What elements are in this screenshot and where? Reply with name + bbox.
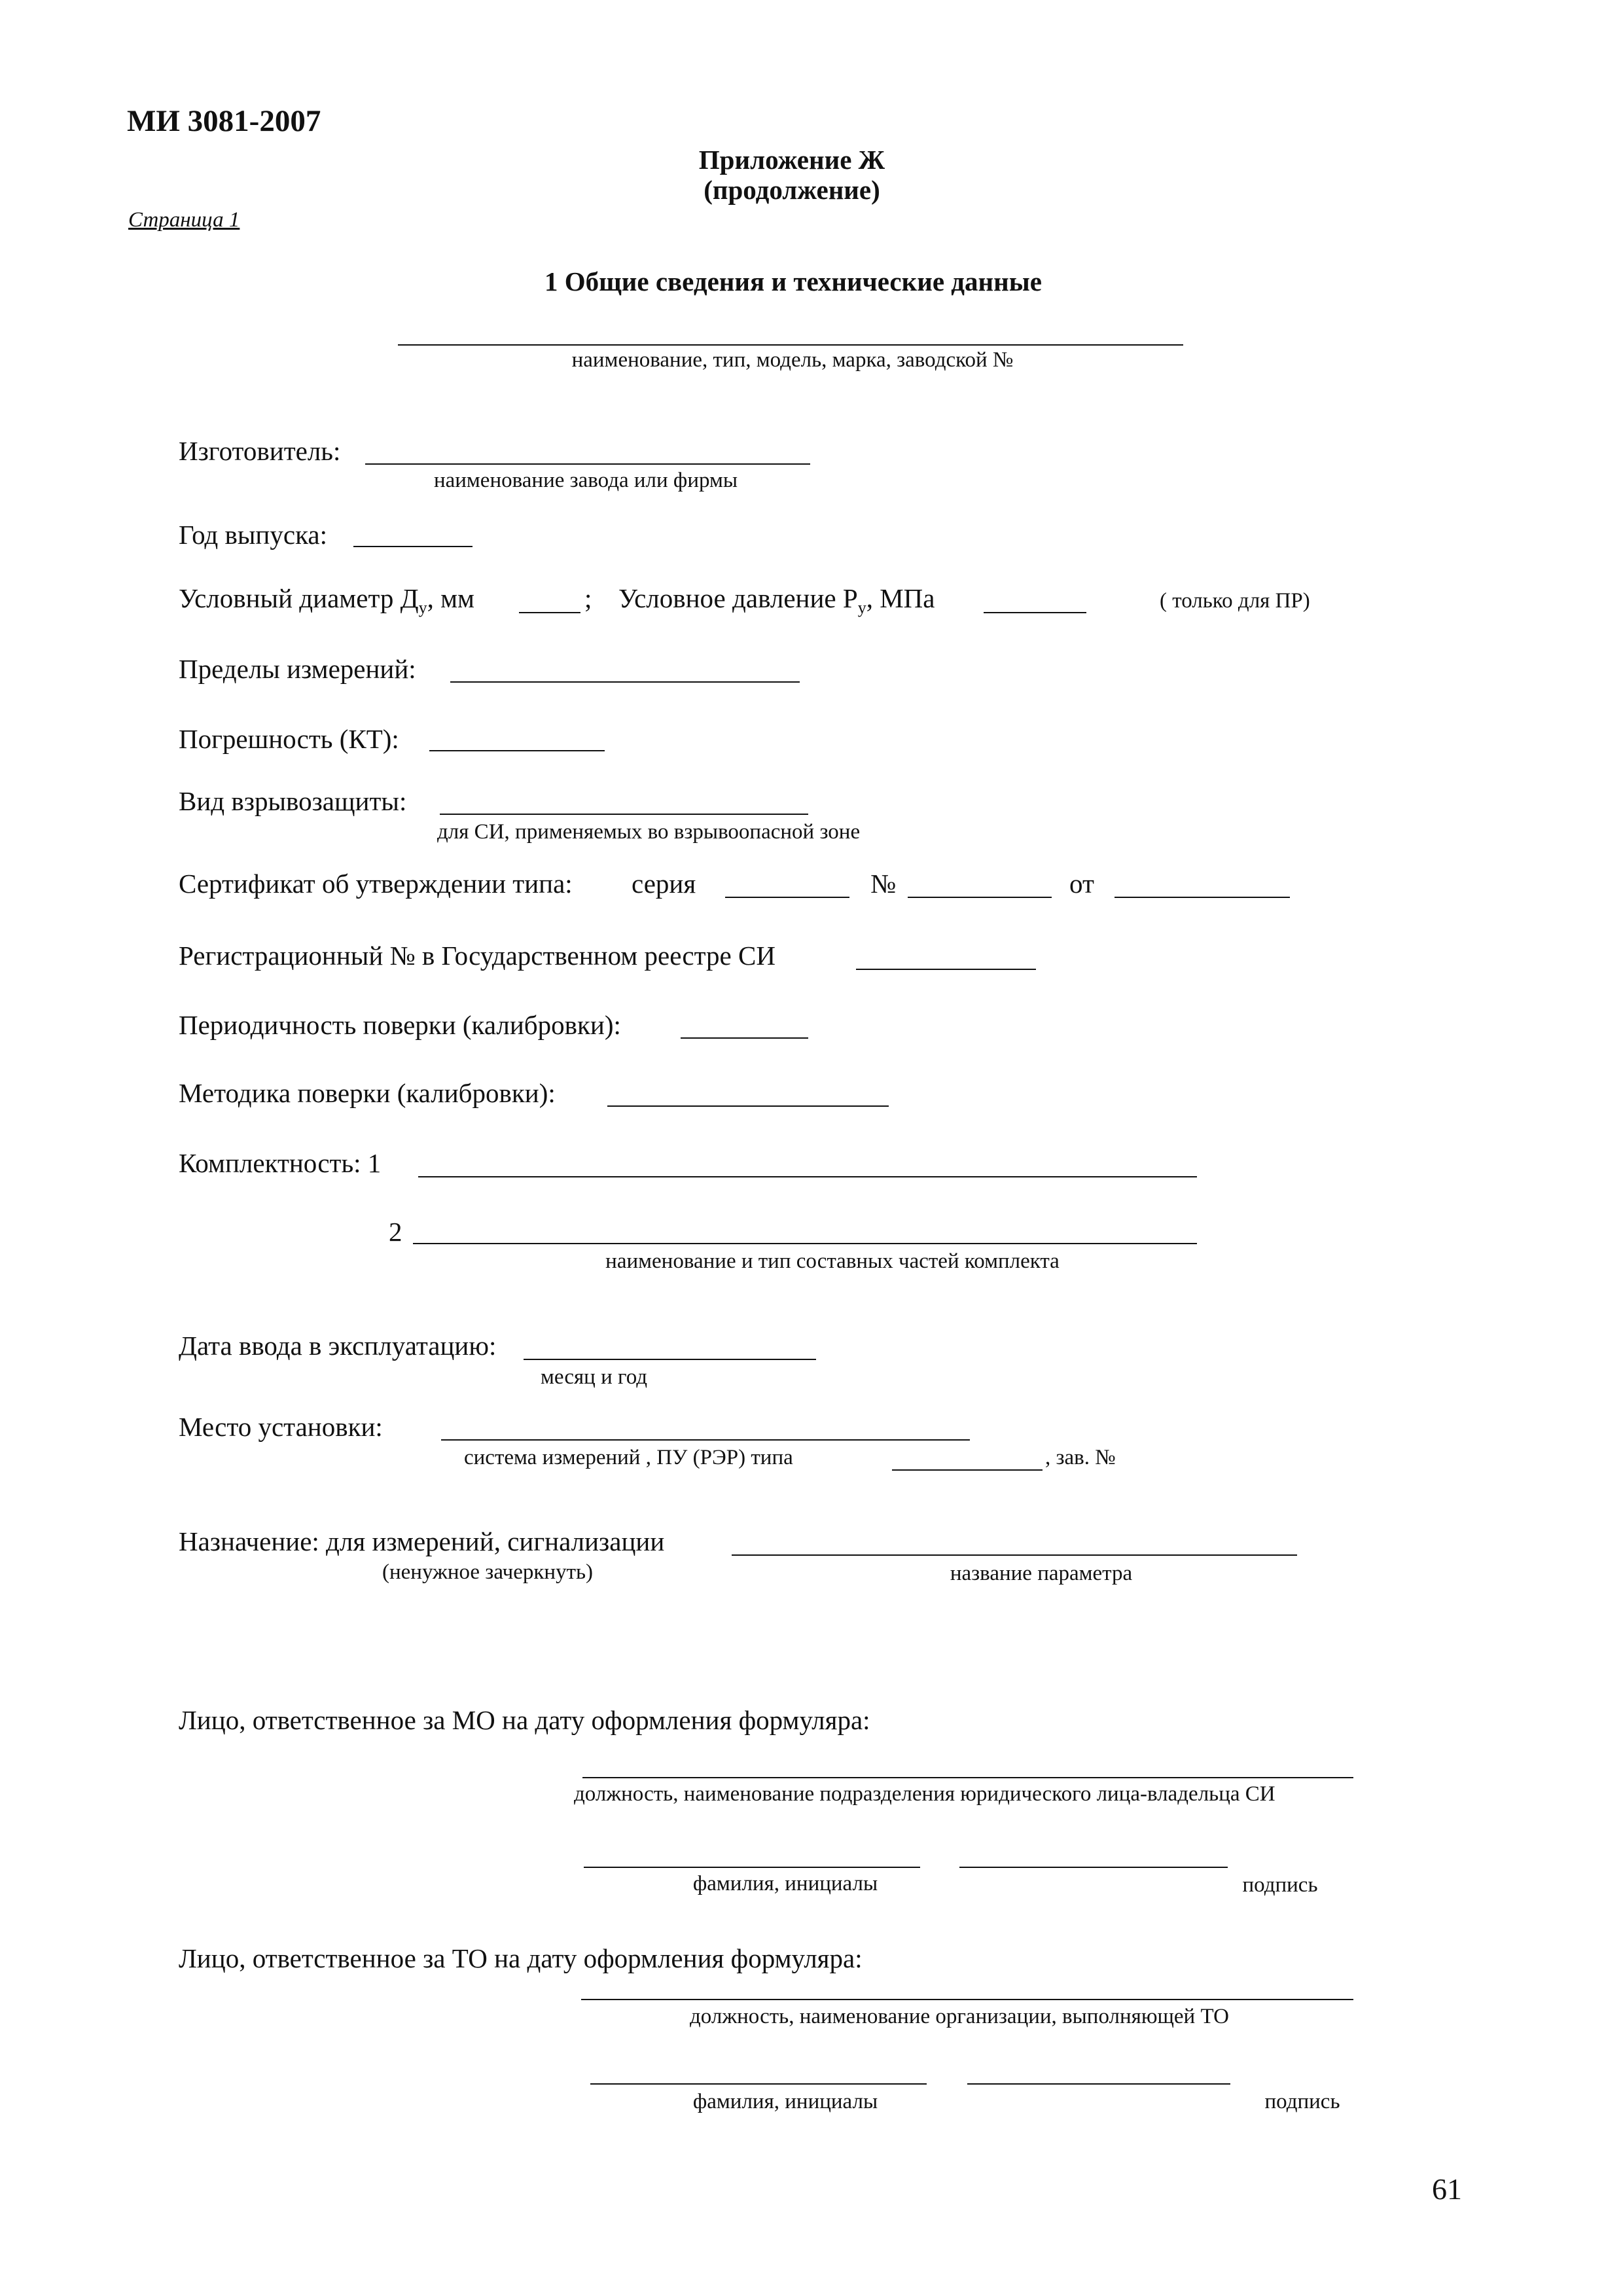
responsible-to-position-line	[581, 1999, 1353, 2000]
pressure-line	[984, 612, 1086, 613]
commission-date-caption: месяц и год	[541, 1365, 648, 1389]
only-pr-note: ( только для ПР)	[1160, 589, 1310, 613]
location-line	[441, 1439, 970, 1441]
manufacturer-line	[365, 463, 810, 465]
page-number: 61	[1432, 2172, 1462, 2206]
device-name-line	[398, 344, 1183, 346]
appendix-continuation: (продолжение)	[704, 175, 880, 205]
error-line	[429, 750, 605, 751]
manufacturer-caption: наименование завода или фирмы	[433, 469, 738, 492]
diameter-line	[519, 612, 580, 613]
completeness-label: Комплектность: 1	[179, 1148, 382, 1178]
purpose-caption-strike: (ненужное зачеркнуть)	[382, 1560, 594, 1584]
certificate-date-line	[1115, 897, 1290, 898]
location-caption-system: система измерений , ПУ (РЭР) типа	[464, 1446, 793, 1469]
document-code: МИ 3081-2007	[127, 104, 321, 138]
diameter-semicolon: ;	[584, 583, 592, 613]
responsible-to-name-caption: фамилия, инициалы	[692, 2090, 878, 2113]
registry-line	[856, 969, 1036, 970]
responsible-mo-title: Лицо, ответственное за МО на дату оформления формуляра:	[179, 1705, 870, 1735]
responsible-mo-position-line	[582, 1777, 1353, 1778]
registry-label: Регистрационный № в Государственном реестре СИ	[179, 941, 776, 971]
error-label: Погрешность (КТ):	[179, 724, 399, 754]
explosion-label: Вид взрывозащиты:	[179, 786, 407, 816]
section-title: 1 Общие сведения и технические данные	[544, 266, 1042, 296]
manufacturer-label: Изготовитель:	[179, 436, 341, 466]
certificate-date-label: от	[1069, 869, 1094, 899]
certificate-series-label: серия	[632, 869, 696, 899]
completeness-line-2	[413, 1243, 1197, 1244]
explosion-caption: для СИ, применяемых во взрывоопасной зоне	[437, 820, 861, 844]
periodicity-line	[681, 1037, 808, 1039]
method-label: Методика поверки (калибровки):	[179, 1078, 556, 1108]
certificate-series-line	[725, 897, 849, 898]
purpose-label: Назначение: для измерений, сигнализации	[179, 1526, 665, 1556]
page-label: Страница 1	[128, 208, 240, 232]
location-caption-serial: , зав. №	[1045, 1446, 1116, 1469]
completeness-line-1	[418, 1176, 1197, 1177]
limits-line	[450, 681, 800, 683]
appendix-title: Приложение Ж	[698, 145, 885, 175]
completeness-caption: наименование и тип составных частей комплекта	[605, 1249, 1060, 1273]
responsible-to-name-line	[590, 2083, 927, 2085]
purpose-caption-parameter: название параметра	[950, 1562, 1133, 1585]
responsible-mo-signature-caption: подпись	[1242, 1873, 1318, 1897]
method-line	[607, 1105, 889, 1107]
explosion-line	[440, 814, 808, 815]
diameter-label: Условный диаметр $Д_у$, мм	[179, 583, 474, 618]
responsible-mo-name-line	[584, 1867, 920, 1868]
purpose-line	[732, 1554, 1297, 1556]
location-label: Место установки:	[179, 1412, 383, 1442]
periodicity-label: Периодичность поверки (калибровки):	[179, 1010, 621, 1040]
certificate-number-line	[908, 897, 1052, 898]
responsible-to-signature-caption: подпись	[1264, 2090, 1340, 2113]
certificate-label: Сертификат об утверждении типа:	[179, 869, 573, 899]
pressure-label: Условное давление $Р_у$, МПа	[618, 583, 935, 618]
responsible-mo-position-caption: должность, наименование подразделения юридического лица-владельца СИ	[574, 1782, 1275, 1806]
year-line	[353, 546, 473, 547]
completeness-item-2: 2	[389, 1217, 402, 1247]
responsible-to-position-caption: должность, наименование организации, выполняющей ТО	[690, 2005, 1230, 2028]
location-type-line	[892, 1469, 1043, 1471]
commission-date-line	[524, 1359, 816, 1360]
certificate-number-label: №	[870, 869, 897, 899]
responsible-to-title: Лицо, ответственное за ТО на дату оформления формуляра:	[179, 1943, 863, 1973]
limits-label: Пределы измерений:	[179, 654, 416, 684]
responsible-mo-name-caption: фамилия, инициалы	[692, 1872, 878, 1895]
responsible-to-signature-line	[967, 2083, 1230, 2085]
year-label: Год выпуска:	[179, 520, 327, 550]
responsible-mo-signature-line	[959, 1867, 1228, 1868]
commission-date-label: Дата ввода в эксплуатацию:	[179, 1331, 497, 1361]
device-name-caption: наименование, тип, модель, марка, заводской №	[571, 348, 1014, 372]
